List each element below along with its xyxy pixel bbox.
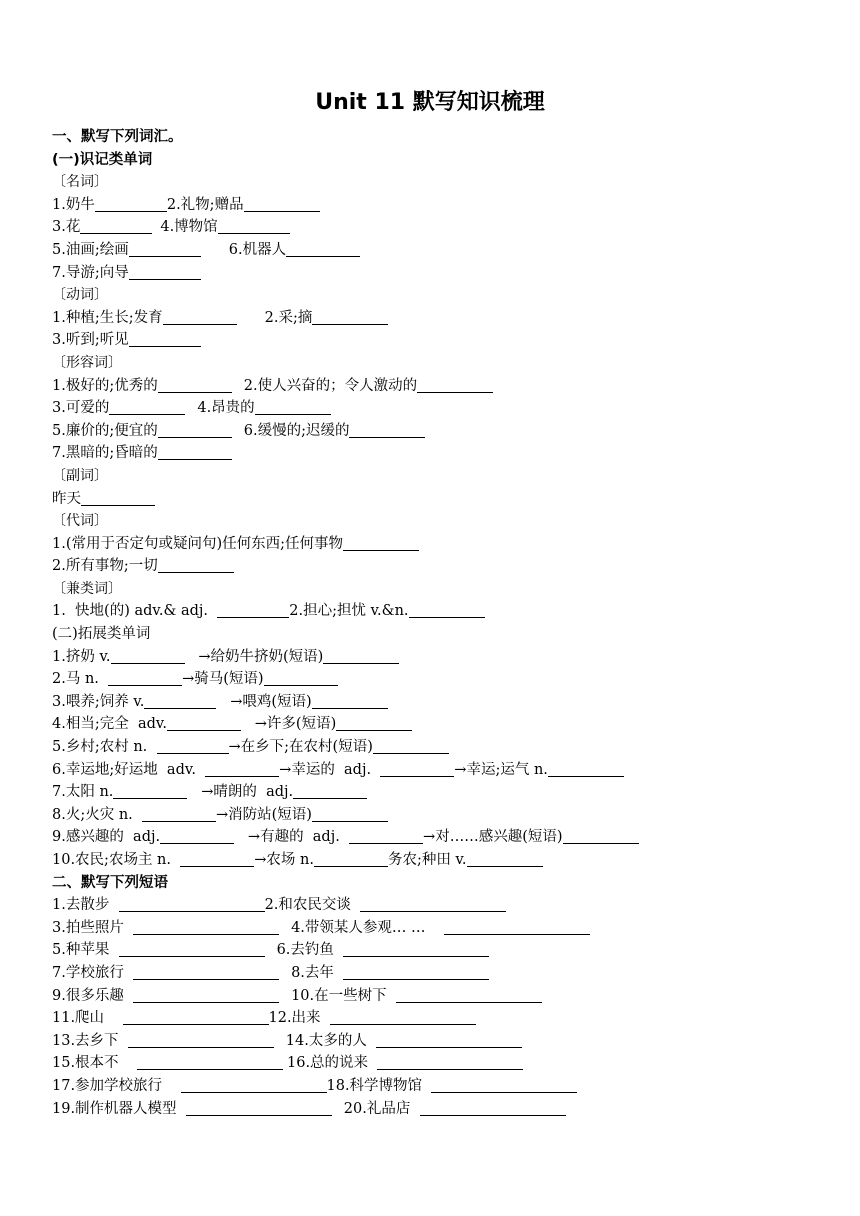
exercise-line (52, 781, 842, 804)
answer-blank[interactable] (142, 806, 216, 822)
exercise-line (52, 736, 842, 759)
prompt-text: 6.机器人 (228, 241, 287, 258)
exercise-line (52, 849, 842, 872)
exercise-item (52, 759, 624, 782)
exercise-item (52, 668, 338, 691)
answer-blank[interactable] (360, 896, 506, 912)
exercise-item (52, 917, 279, 940)
exercise-line (52, 1052, 842, 1075)
answer-blank[interactable] (548, 761, 624, 777)
prompt-text: →给奶牛挤奶(短语) (184, 648, 324, 665)
prompt-text: 4.博物馆 (160, 219, 218, 236)
prompt-text: →晴朗的 adj. (187, 784, 294, 801)
answer-blank[interactable] (563, 828, 639, 844)
exercise-line (52, 194, 842, 217)
exercise-item (52, 1030, 274, 1053)
answer-blank[interactable] (330, 1009, 476, 1025)
exercise-item (52, 804, 388, 827)
exercise-item (286, 1030, 522, 1053)
prompt-text: →骑马(短语) (182, 671, 264, 688)
answer-blank[interactable] (186, 1100, 332, 1116)
prompt-text: 20.礼品店 (343, 1100, 420, 1117)
exercise-item (244, 420, 426, 443)
exercise-item (52, 894, 265, 917)
prompt-text: 5.种苹果 (52, 942, 119, 959)
prompt-text: →幸运;运气 n. (454, 761, 548, 778)
answer-blank[interactable] (137, 1054, 283, 1070)
exercise-item (52, 397, 185, 420)
answer-blank[interactable] (323, 648, 399, 664)
prompt-text: 8.去年 (291, 964, 344, 981)
exercise-item (265, 307, 389, 330)
prompt-text: →对……感兴趣(短语) (423, 829, 563, 846)
exercise-item (52, 307, 237, 330)
prompt-text: 7.导游;向导 (52, 264, 129, 281)
exercise-item (52, 194, 167, 217)
prompt-text: 6.去钓鱼 (276, 942, 344, 959)
exercise-line (52, 442, 842, 465)
answer-blank[interactable] (349, 828, 423, 844)
answer-blank[interactable] (380, 761, 454, 777)
prompt-text: 1.极好的;优秀的 (52, 377, 158, 394)
exercise-line (52, 329, 842, 352)
prompt-text: 17.参加学校旅行 (52, 1077, 181, 1094)
exercise-item (167, 194, 320, 217)
answer-blank[interactable] (312, 806, 388, 822)
prompt-text: 10.在一些树下 (291, 987, 396, 1004)
exercise-item (277, 939, 490, 962)
prompt-text: 4.带领某人参观… … (291, 919, 444, 936)
exercise-line (52, 1030, 842, 1053)
answer-blank[interactable] (293, 783, 367, 799)
answer-blank[interactable] (123, 1009, 269, 1025)
prompt-text: 19.制作机器人模型 (52, 1100, 186, 1117)
exercise-item (52, 736, 449, 759)
category-label: 〔兼类词〕 (52, 580, 122, 597)
section-heading: 二、默写下列短语 (52, 874, 168, 891)
section-heading: (一)识记类单词 (52, 151, 153, 168)
prompt-text: 18.科学博物馆 (326, 1077, 432, 1094)
exercise-line (52, 691, 842, 714)
prompt-text: 7.太阳 n. (52, 784, 114, 801)
answer-blank[interactable] (444, 919, 590, 935)
exercise-line (52, 894, 842, 917)
exercise-line (52, 646, 842, 669)
answer-blank[interactable] (286, 241, 360, 257)
prompt-text: →在乡下;在农村(短语) (228, 739, 373, 756)
exercise-item (52, 939, 265, 962)
answer-blank[interactable] (255, 399, 331, 415)
answer-blank[interactable] (133, 919, 279, 935)
prompt-text: 5.廉价的;便宜的 (52, 422, 158, 439)
prompt-text: →喂鸡(短语) (216, 693, 312, 710)
exercise-item (244, 375, 493, 398)
exercise-item (52, 329, 201, 352)
exercise-item (269, 1007, 476, 1030)
exercise-line (52, 216, 842, 239)
exercise-item (52, 420, 232, 443)
prompt-text: 5.油画;绘画 (52, 241, 129, 258)
exercise-line (52, 668, 842, 691)
answer-blank[interactable] (133, 987, 279, 1003)
answer-blank[interactable] (158, 422, 232, 438)
prompt-text: 6.缓慢的;迟缓的 (243, 422, 350, 439)
answer-blank[interactable] (431, 1077, 577, 1093)
prompt-text: 10.农民;农场主 n. (52, 852, 181, 868)
answer-blank[interactable] (180, 851, 254, 867)
prompt-text: →消防站(短语) (216, 806, 312, 823)
answer-blank[interactable] (129, 331, 201, 347)
prompt-text: 1. 快地(的) adv.& adj. (52, 603, 218, 620)
exercise-item (197, 397, 330, 420)
exercise-item (344, 1098, 566, 1121)
prompt-text: 1.挤奶 v. (52, 648, 111, 665)
exercise-item (52, 985, 279, 1008)
category-label: 〔副词〕 (52, 467, 108, 484)
answer-blank[interactable] (312, 693, 388, 709)
answer-blank[interactable] (343, 535, 419, 551)
exercise-line (52, 239, 842, 262)
answer-blank[interactable] (119, 896, 265, 912)
answer-blank[interactable] (160, 828, 234, 844)
prompt-text: 9.很多乐趣 (52, 987, 134, 1004)
prompt-text: 4.相当;完全 adv. (52, 716, 167, 733)
exercise-line (52, 375, 842, 398)
answer-blank[interactable] (95, 196, 167, 212)
answer-blank[interactable] (128, 1032, 274, 1048)
exercise-item (327, 1075, 578, 1098)
exercise-line (52, 1007, 842, 1030)
exercise-item (52, 555, 234, 578)
answer-blank[interactable] (205, 761, 279, 777)
prompt-text: 1.种植;生长;发育 (52, 309, 163, 326)
exercise-line (52, 397, 842, 420)
answer-blank[interactable] (244, 196, 320, 212)
prompt-text: →农场 n. (254, 852, 314, 868)
answer-blank[interactable] (343, 964, 489, 980)
exercise-line (52, 533, 842, 556)
prompt-text: 昨天 (52, 490, 81, 507)
exercise-item (287, 1052, 523, 1075)
exercise-item (52, 849, 543, 872)
answer-blank[interactable] (81, 490, 155, 506)
answer-blank[interactable] (396, 987, 542, 1003)
answer-blank[interactable] (409, 602, 485, 618)
exercise-item (229, 239, 360, 262)
category-label: 〔名词〕 (52, 174, 108, 191)
exercise-item (52, 646, 399, 669)
answer-blank[interactable] (158, 377, 232, 393)
answer-blank[interactable] (158, 444, 232, 460)
prompt-text: 2.和农民交谈 (264, 897, 361, 914)
exercise-item (289, 600, 484, 623)
answer-blank[interactable] (167, 715, 241, 731)
exercise-item (52, 216, 152, 239)
prompt-text: 3.拍些照片 (52, 919, 134, 936)
prompt-text: 15.根本不 (52, 1055, 137, 1072)
answer-blank[interactable] (312, 309, 388, 325)
exercise-item (291, 985, 542, 1008)
section-heading: 一、默写下列词汇。 (52, 129, 183, 145)
answer-blank[interactable] (336, 715, 412, 731)
exercise-item (52, 1098, 332, 1121)
answer-blank[interactable] (113, 783, 187, 799)
exercise-line (52, 1075, 842, 1098)
exercise-item (291, 917, 590, 940)
answer-blank[interactable] (108, 670, 182, 686)
exercise-line (52, 555, 842, 578)
answer-blank[interactable] (373, 738, 449, 754)
answer-blank[interactable] (264, 670, 338, 686)
exercise-line (52, 600, 842, 623)
exercise-item (52, 375, 232, 398)
answer-blank[interactable] (467, 851, 543, 867)
subsection-heading: (二)拓展类单词 (52, 626, 151, 643)
answer-blank[interactable] (133, 964, 279, 980)
exercise-line (52, 962, 842, 985)
exercise-item (52, 1052, 283, 1075)
prompt-text: 8.火;火灾 n. (52, 806, 142, 823)
exercise-line (52, 826, 842, 849)
prompt-text: 2.马 n. (52, 671, 109, 688)
exercise-item (52, 488, 155, 511)
exercise-item (52, 691, 388, 714)
prompt-text: 13.去乡下 (52, 1032, 128, 1049)
prompt-text: 2.礼物;赠品 (166, 196, 244, 213)
exercise-line (52, 917, 842, 940)
answer-blank[interactable] (109, 399, 185, 415)
answer-blank[interactable] (129, 241, 201, 257)
exercise-line (52, 985, 842, 1008)
exercise-line (52, 713, 842, 736)
exercise-line (52, 488, 842, 511)
exercise-item (52, 826, 639, 849)
worksheet-body (52, 126, 842, 1120)
prompt-text: 12.出来 (268, 1010, 330, 1027)
prompt-text: 3.花 (52, 219, 81, 236)
exercise-item (52, 442, 232, 465)
answer-blank[interactable] (111, 648, 185, 664)
category-label: 〔代词〕 (52, 513, 108, 530)
exercise-item (52, 239, 201, 262)
prompt-text: →幸运的 adj. (279, 761, 381, 778)
prompt-text: 1.奶牛 (52, 196, 95, 213)
category-label: 〔形容词〕 (52, 354, 122, 371)
answer-blank[interactable] (218, 218, 290, 234)
prompt-text: 7.学校旅行 (52, 964, 134, 981)
answer-blank[interactable] (343, 941, 489, 957)
exercise-item (291, 962, 489, 985)
exercise-line (52, 804, 842, 827)
exercise-line (52, 307, 842, 330)
exercise-item (52, 262, 201, 285)
prompt-text: 1.去散步 (52, 897, 119, 914)
answer-blank[interactable] (157, 738, 229, 754)
prompt-text: 3.可爱的 (52, 400, 110, 417)
exercise-line (52, 1098, 842, 1121)
answer-blank[interactable] (158, 557, 234, 573)
answer-blank[interactable] (417, 377, 493, 393)
exercise-line (52, 759, 842, 782)
answer-blank[interactable] (80, 218, 152, 234)
prompt-text: 1.(常用于否定句或疑问句)任何东西;任何事物 (52, 535, 344, 552)
answer-blank[interactable] (420, 1100, 566, 1116)
answer-blank[interactable] (163, 309, 237, 325)
prompt-text: →许多(短语) (240, 716, 337, 733)
prompt-text: 3.听到;听见 (52, 332, 129, 349)
exercise-line (52, 262, 842, 285)
answer-blank[interactable] (144, 693, 216, 709)
exercise-item (52, 1075, 327, 1098)
prompt-text: 6.幸运地;好运地 adv. (52, 761, 206, 778)
exercise-item (52, 1007, 269, 1030)
answer-blank[interactable] (314, 851, 388, 867)
exercise-line (52, 420, 842, 443)
prompt-text: 2.采;摘 (264, 309, 313, 326)
category-label: 〔动词〕 (52, 287, 108, 304)
answer-blank[interactable] (349, 422, 425, 438)
answer-blank[interactable] (217, 602, 289, 618)
prompt-text: 11.爬山 (52, 1010, 123, 1027)
prompt-text: 务农;种田 v. (387, 852, 467, 868)
answer-blank[interactable] (181, 1077, 327, 1093)
prompt-text: 5.乡村;农村 n. (52, 739, 157, 756)
answer-blank[interactable] (129, 264, 201, 280)
prompt-text: →有趣的 adj. (234, 829, 350, 846)
answer-blank[interactable] (119, 941, 265, 957)
page-title: Unit 11 默写知识梳理 (315, 90, 545, 115)
prompt-text: 7.黑暗的;昏暗的 (52, 445, 158, 462)
prompt-text: 16.总的说来 (287, 1055, 378, 1072)
prompt-text: 2.担心;担忧 v.&n. (289, 603, 409, 620)
exercise-item (52, 781, 367, 804)
prompt-text: 9.感兴趣的 adj. (52, 829, 161, 846)
exercise-line (52, 939, 842, 962)
exercise-item (52, 533, 419, 556)
prompt-text: 3.喂养;饲养 v. (52, 693, 145, 710)
prompt-text: 2.使人兴奋的；令人激动的 (243, 377, 418, 394)
prompt-text: 14.太多的人 (285, 1032, 377, 1049)
exercise-item (52, 962, 279, 985)
answer-blank[interactable] (377, 1054, 523, 1070)
answer-blank[interactable] (376, 1032, 522, 1048)
exercise-item (265, 894, 507, 917)
prompt-text: 4.昂贵的 (197, 400, 255, 417)
exercise-item (52, 600, 289, 623)
prompt-text: 2.所有事物;一切 (52, 558, 158, 575)
exercise-item (52, 713, 412, 736)
exercise-item (160, 216, 289, 239)
